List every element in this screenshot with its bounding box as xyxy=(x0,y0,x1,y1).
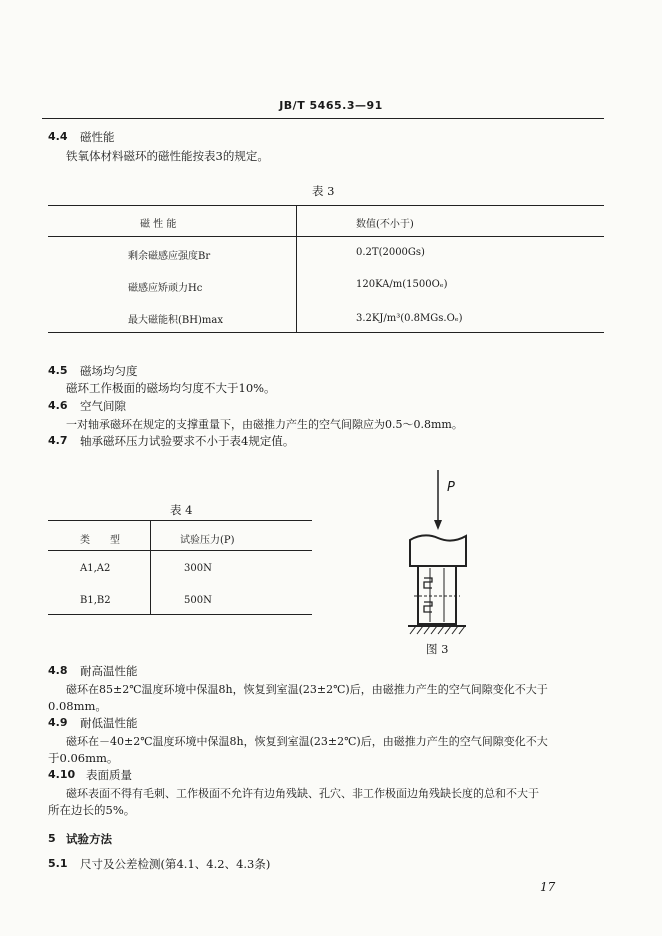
section-4-5-number: 4.5 xyxy=(48,364,68,377)
table3-bottom-rule xyxy=(48,332,604,333)
ground-hatching xyxy=(410,626,465,634)
section-4-7-number: 4.7 xyxy=(48,434,68,447)
table4-row2-pressure: 500N xyxy=(184,595,212,606)
table3-row2-property: 磁感应矫顽力Hc xyxy=(128,283,203,294)
section-5-1-number: 5.1 xyxy=(48,857,68,870)
lower-magnet-ring xyxy=(424,602,432,612)
table4-column-divider xyxy=(150,520,151,614)
section-4-5-text: 磁环工作极面的磁场均匀度不大于10%。 xyxy=(66,381,276,395)
force-arrow-head xyxy=(434,520,442,530)
section-4-10-text-line1: 磁环表面不得有毛刺、工作极面不允许有边角残缺、孔穴、非工作极面边角残缺长度的总和不大于 xyxy=(66,787,539,800)
upper-magnet-ring xyxy=(424,578,432,588)
table4-caption: 表 4 xyxy=(170,503,193,517)
section-4-10-title: 表面质量 xyxy=(86,768,132,782)
table3-header-property: 磁 性 能 xyxy=(140,219,177,230)
section-4-10-text-line2: 所在边长的5%。 xyxy=(48,803,136,817)
header-rule xyxy=(42,118,604,119)
section-5-title: 试验方法 xyxy=(66,832,112,846)
table3-row1-property: 剩余磁感应强度Br xyxy=(128,251,211,262)
section-5-1-text: 尺寸及公差检测(第4.1、4.2、4.3条) xyxy=(80,857,271,871)
table4-bottom-rule xyxy=(48,614,312,615)
table3-column-divider xyxy=(296,205,297,332)
table4-row1-pressure: 300N xyxy=(184,563,212,574)
section-4-10-number: 4.10 xyxy=(48,768,76,781)
section-4-4-title: 磁性能 xyxy=(80,130,115,144)
table3-header-value: 数值(不小于) xyxy=(356,219,414,230)
table3-row2-value: 120KA/m(1500Oₑ) xyxy=(356,279,448,290)
table3-row3-property: 最大磁能积(BH)max xyxy=(128,315,223,326)
section-4-9-number: 4.9 xyxy=(48,716,68,729)
section-4-4-text: 铁氧体材料磁环的磁性能按表3的规定。 xyxy=(66,149,269,163)
section-4-8-text-line2: 0.08mm。 xyxy=(48,699,107,713)
section-4-7-text: 轴承磁环压力试验要求不小于表4规定值。 xyxy=(80,434,295,448)
table3-top-rule xyxy=(48,205,604,206)
table4-header-pressure: 试验压力(P) xyxy=(180,535,235,546)
test-column xyxy=(418,566,456,624)
section-4-8-title: 耐高温性能 xyxy=(80,664,138,678)
section-4-6-title: 空气间隙 xyxy=(80,399,126,413)
table4-header-type: 类 型 xyxy=(80,535,120,546)
table3-caption: 表 3 xyxy=(312,184,335,198)
figure3-force-label: P xyxy=(447,480,455,495)
table3-header-rule xyxy=(48,236,604,237)
section-5-number: 5 xyxy=(48,832,56,845)
press-head xyxy=(410,535,466,566)
page-number: 17 xyxy=(540,880,556,894)
section-4-6-number: 4.6 xyxy=(48,399,68,412)
section-4-5-title: 磁场均匀度 xyxy=(80,364,138,378)
table4-row2-type: B1,B2 xyxy=(80,595,111,606)
section-4-6-text: 一对轴承磁环在规定的支撑重量下，由磁推力产生的空气间隙应为0.5～0.8mm。 xyxy=(66,418,463,431)
table4-row1-type: A1,A2 xyxy=(80,563,111,574)
section-4-9-text-line1: 磁环在－40±2℃温度环境中保温8h，恢复到室温(23±2℃)后，由磁推力产生的空气间隙变化不大 xyxy=(66,735,548,748)
table3-row1-value: 0.2T(2000Gs) xyxy=(356,247,425,258)
section-4-8-text-line1: 磁环在85±2℃温度环境中保温8h，恢复到室温(23±2℃)后，由磁推力产生的空气间隙变化不大于 xyxy=(66,683,548,696)
table4-top-rule xyxy=(48,520,312,521)
figure3-diagram xyxy=(400,468,480,638)
section-4-9-title: 耐低温性能 xyxy=(80,716,138,730)
section-4-4-number: 4.4 xyxy=(48,130,68,143)
table3-row3-value: 3.2KJ/m³(0.8MGs.Oₑ) xyxy=(356,313,463,324)
document-code-header: JB/T 5465.3—91 xyxy=(279,99,383,112)
section-4-8-number: 4.8 xyxy=(48,664,68,677)
table4-header-rule xyxy=(48,550,312,551)
section-4-9-text-line2: 于0.06mm。 xyxy=(48,751,119,765)
figure3-caption: 图 3 xyxy=(426,642,449,656)
